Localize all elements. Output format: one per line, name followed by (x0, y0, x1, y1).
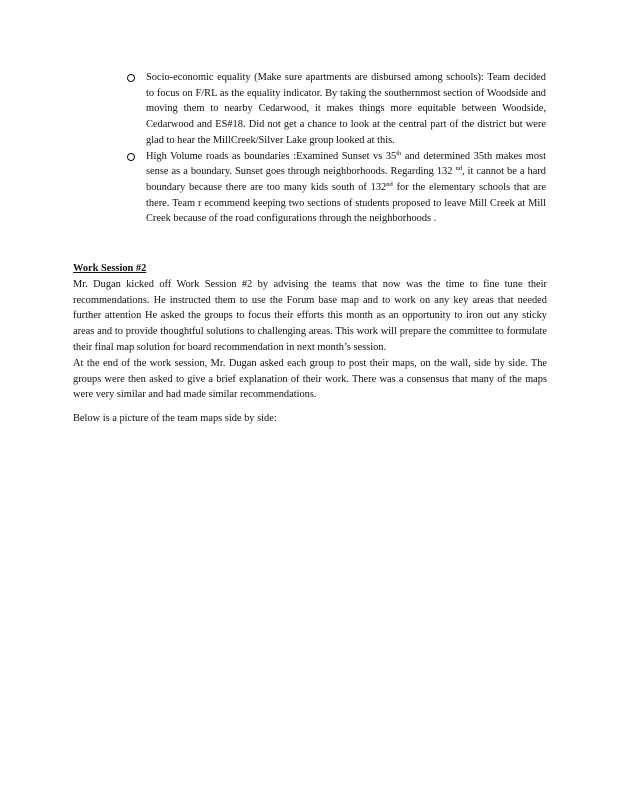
paragraph-end-of-session: At the end of the work session, Mr. Dugan asked each group to post their maps, on the wall, side by side. The groups were then asked to give a brief explanation of their work. There was a consensus that many of the maps were very similar and had made similar recommendations. (73, 358, 547, 401)
bullet-text: Socio-economic equality (Make sure apartments are disbursed among schools): Team decided to focus on F/RL as the equality indicator. By taking the southernmost section of Woodside and moving them to nearby Cedarwood, it makes things more equitable between Woodside, Cedarwood and ES#18. Did not get a chance to look at the central part of the district but were glad to hear the MillCreek/Silver Lake group looked at this. (146, 72, 546, 146)
bullet-list (126, 70, 546, 227)
bullet-high-volume-roads (126, 149, 546, 228)
hollow-circle-bullet-icon (127, 74, 135, 82)
section-heading: Work Session #2 (73, 263, 147, 274)
bullet-socio-economic-equality (126, 70, 546, 149)
bullet-text-part: for the elementary schools that are there. Team r ecommend keeping two sections of students proposed to leave Mill Creek at Mill Creek because of the road configurations through the neighborhoods . (146, 181, 546, 225)
paragraph-work-session-intro: Mr. Dugan kicked off Work Session #2 by advising the teams that now was the time to fine tune their recommendations. He instructed them to use the Forum base map and to work on any key areas that needed further attention He asked the groups to focus their efforts this month as an opportunity to iron out any sticky areas and to provide thoughtful solutions to challenging areas. This work will prepare the committee to formulate their final map solution for board recommendation in next month’s session. (73, 279, 547, 353)
bullet-text-part: , it cannot be a hard boundary because there are too many kids south of 132 (146, 166, 546, 193)
paragraph-picture-caption: Below is a picture of the team maps side by side: (73, 413, 277, 424)
bullet-text-part: High Volume roads as boundaries :Examined Sunset vs 35 (146, 150, 397, 162)
hollow-circle-bullet-icon (127, 153, 135, 161)
bullet-text-part: and determined 35th makes most sense as a boundary. Sunset goes through neighborhoods. Regarding 132 (146, 150, 546, 178)
ordinal-superscript: th (396, 149, 402, 157)
ordinal-superscript: nd (386, 180, 393, 188)
ordinal-superscript: nd (455, 165, 462, 173)
